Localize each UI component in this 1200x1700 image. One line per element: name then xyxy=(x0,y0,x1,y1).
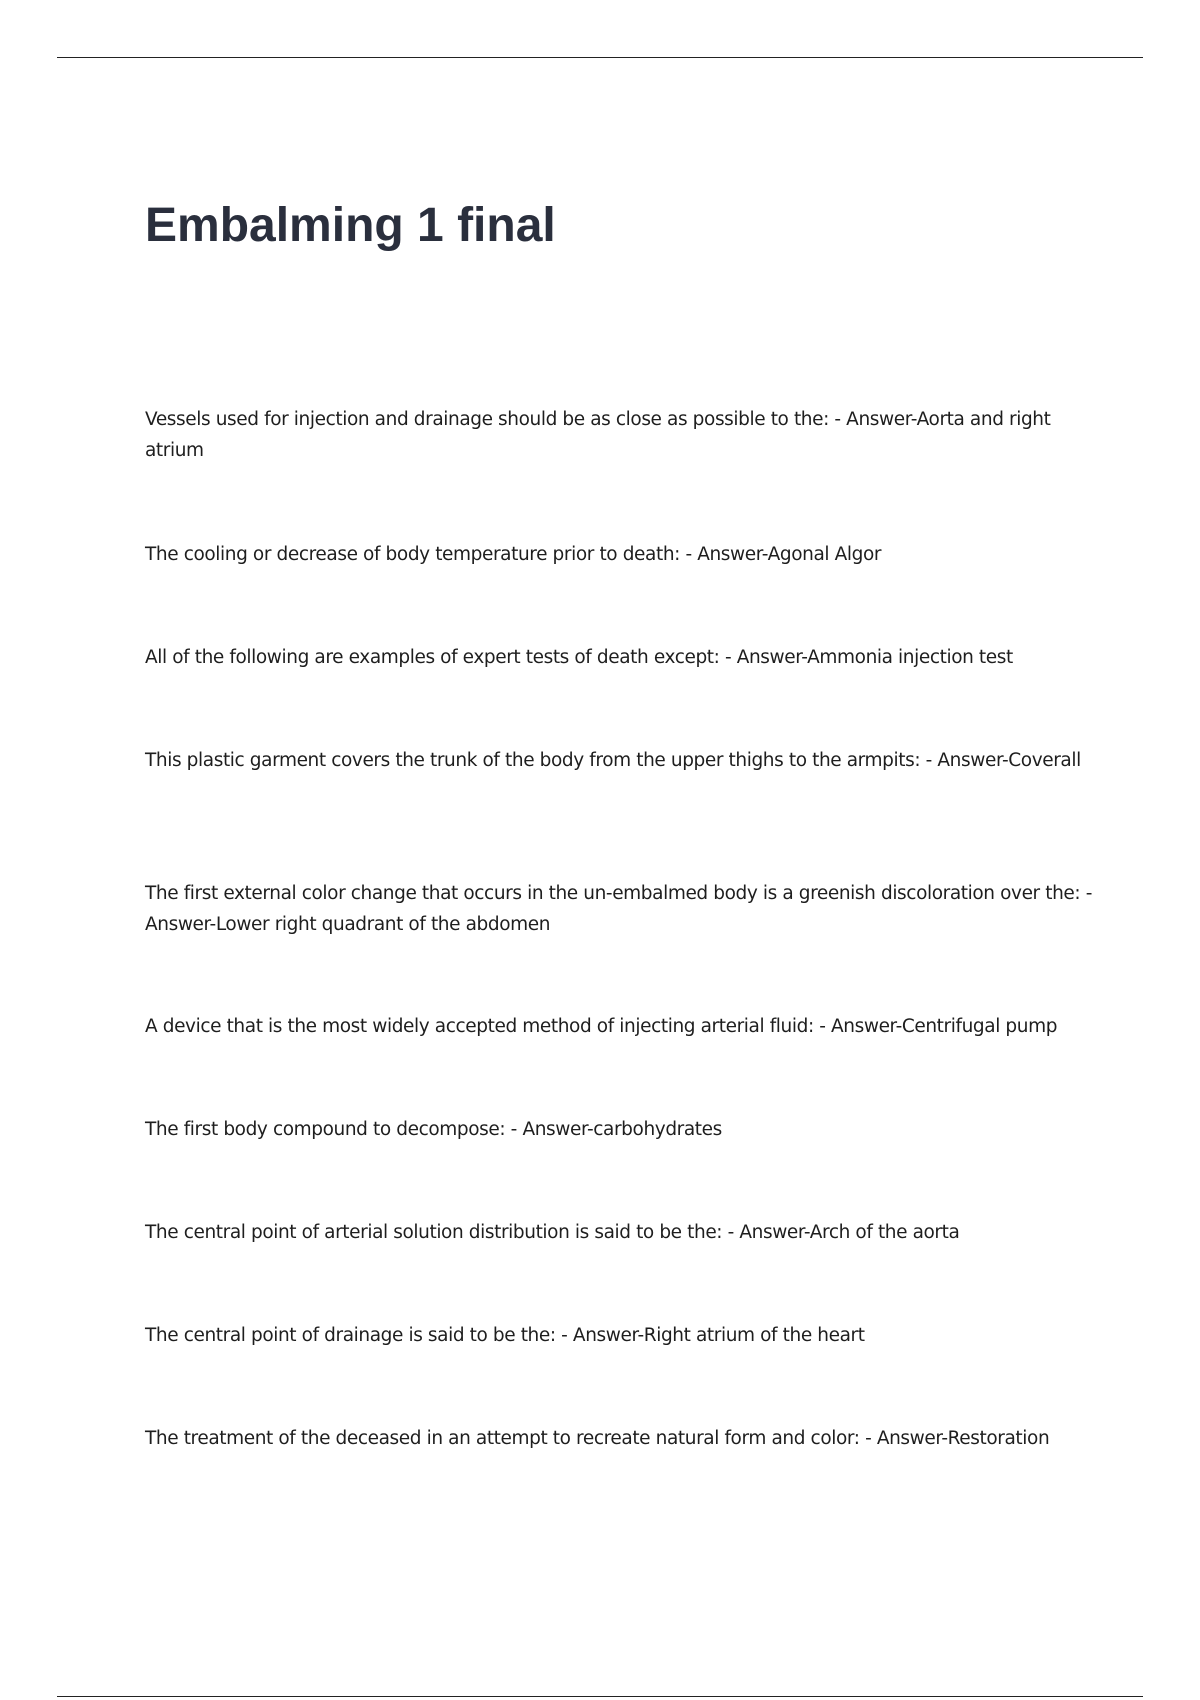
qa-item: The treatment of the deceased in an attempt to recreate natural form and color: - Answer-Restoration xyxy=(145,1428,1050,1449)
qa-item: The central point of arterial solution distribution is said to be the: - Answer-Arch of the aorta xyxy=(145,1222,960,1243)
document-title: Embalming 1 final xyxy=(145,199,556,252)
qa-item: The cooling or decrease of body temperature prior to death: - Answer-Agonal Algor xyxy=(145,544,882,565)
qa-item: All of the following are examples of expert tests of death except: - Answer-Ammonia injection test xyxy=(145,647,1013,668)
qa-item: Vessels used for injection and drainage should be as close as possible to the: - Answer-Aorta and right atrium xyxy=(145,409,1051,461)
qa-item: The central point of drainage is said to be the: - Answer-Right atrium of the heart xyxy=(145,1325,865,1346)
bottom-rule xyxy=(57,1696,1143,1697)
qa-item: The first external color change that occurs in the un-embalmed body is a greenish discoloration over the: - Answer-Lower right quadrant of the abdomen xyxy=(145,883,1092,935)
qa-item: The first body compound to decompose: - Answer-carbohydrates xyxy=(145,1119,722,1140)
top-rule xyxy=(57,57,1143,58)
qa-item: This plastic garment covers the trunk of the body from the upper thighs to the armpits: - Answer-Coverall xyxy=(145,750,1081,771)
qa-item: A device that is the most widely accepted method of injecting arterial fluid: - Answer-Centrifugal pump xyxy=(145,1016,1058,1037)
